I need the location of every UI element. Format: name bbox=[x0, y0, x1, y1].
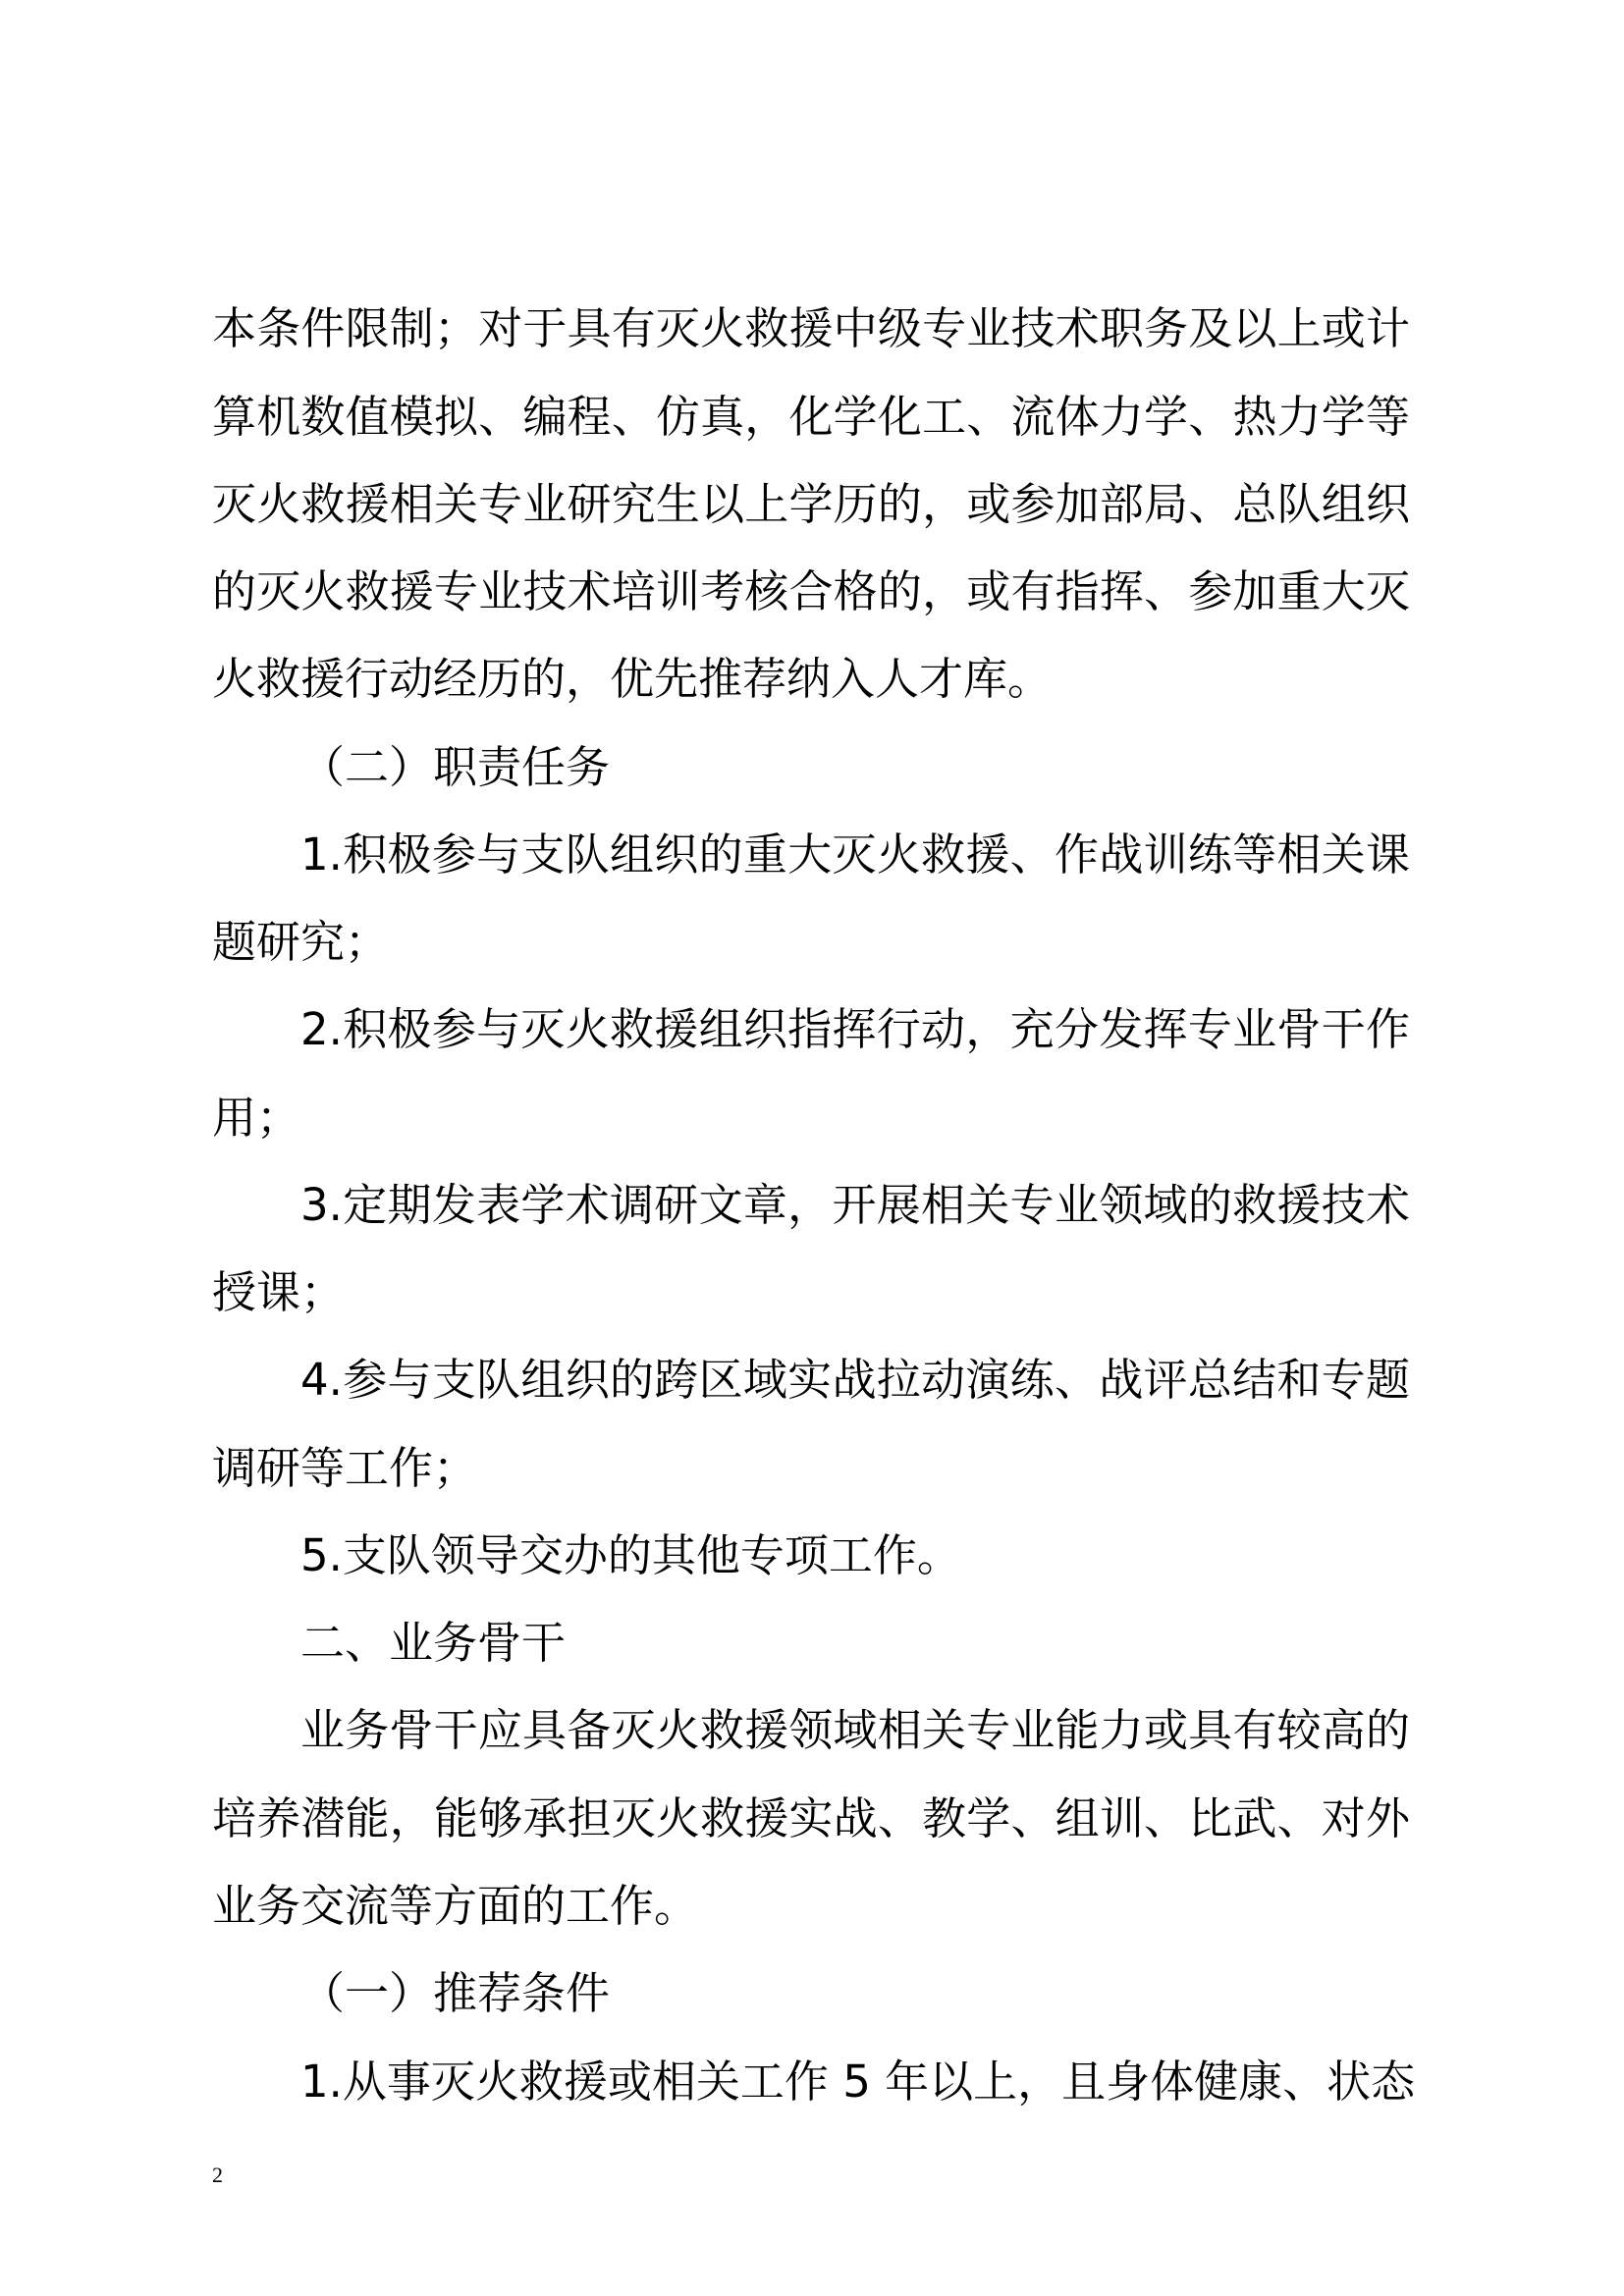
text-line: 算机数值模拟、编程、仿真，化学化工、流体力学、热力学等 bbox=[212, 391, 1410, 443]
section-heading: （一）推荐条件 bbox=[300, 1967, 611, 2019]
list-item-continuation: 题研究； bbox=[212, 916, 390, 968]
list-item: 4.参与支队组织的跨区域实战拉动演练、战评总结和专题 bbox=[300, 1354, 1410, 1406]
list-item-continuation: 调研等工作； bbox=[212, 1442, 478, 1494]
section-heading: （二）职责任务 bbox=[300, 741, 611, 793]
section-heading: 二、业务骨干 bbox=[300, 1617, 567, 1669]
paragraph-line: 培养潜能，能够承担灭火救援实战、教学、组训、比武、对外 bbox=[212, 1792, 1410, 1844]
text-line: 的灭火救援专业技术培训考核合格的，或有指挥、参加重大灭 bbox=[212, 565, 1410, 617]
paragraph-line: 业务交流等方面的工作。 bbox=[212, 1880, 699, 1932]
list-item-continuation: 用； bbox=[212, 1092, 301, 1144]
list-item: 3.定期发表学术调研文章，开展相关专业领域的救援技术 bbox=[300, 1179, 1410, 1231]
text-line: 灭火救援相关专业研究生以上学历的，或参加部局、总队组织 bbox=[212, 478, 1410, 530]
text-line: 本条件限制；对于具有灭火救援中级专业技术职务及以上或计 bbox=[212, 302, 1410, 354]
list-item-continuation: 授课； bbox=[212, 1266, 346, 1318]
paragraph-line: 业务骨干应具备灭火救援领域相关专业能力或具有较高的 bbox=[300, 1704, 1410, 1756]
list-item: 1.积极参与支队组织的重大灭火救援、作战训练等相关课 bbox=[300, 828, 1410, 881]
page-number: 2 bbox=[212, 2163, 223, 2187]
list-item: 5.支队领导交办的其他专项工作。 bbox=[300, 1529, 961, 1581]
list-item: 2.积极参与灭火救援组织指挥行动，充分发挥专业骨干作 bbox=[300, 1003, 1410, 1055]
list-item: 1.从事灭火救援或相关工作 5 年以上，且身体健康、状态 bbox=[300, 2056, 1416, 2108]
text-line: 火救援行动经历的，优先推荐纳入人才库。 bbox=[212, 653, 1053, 705]
